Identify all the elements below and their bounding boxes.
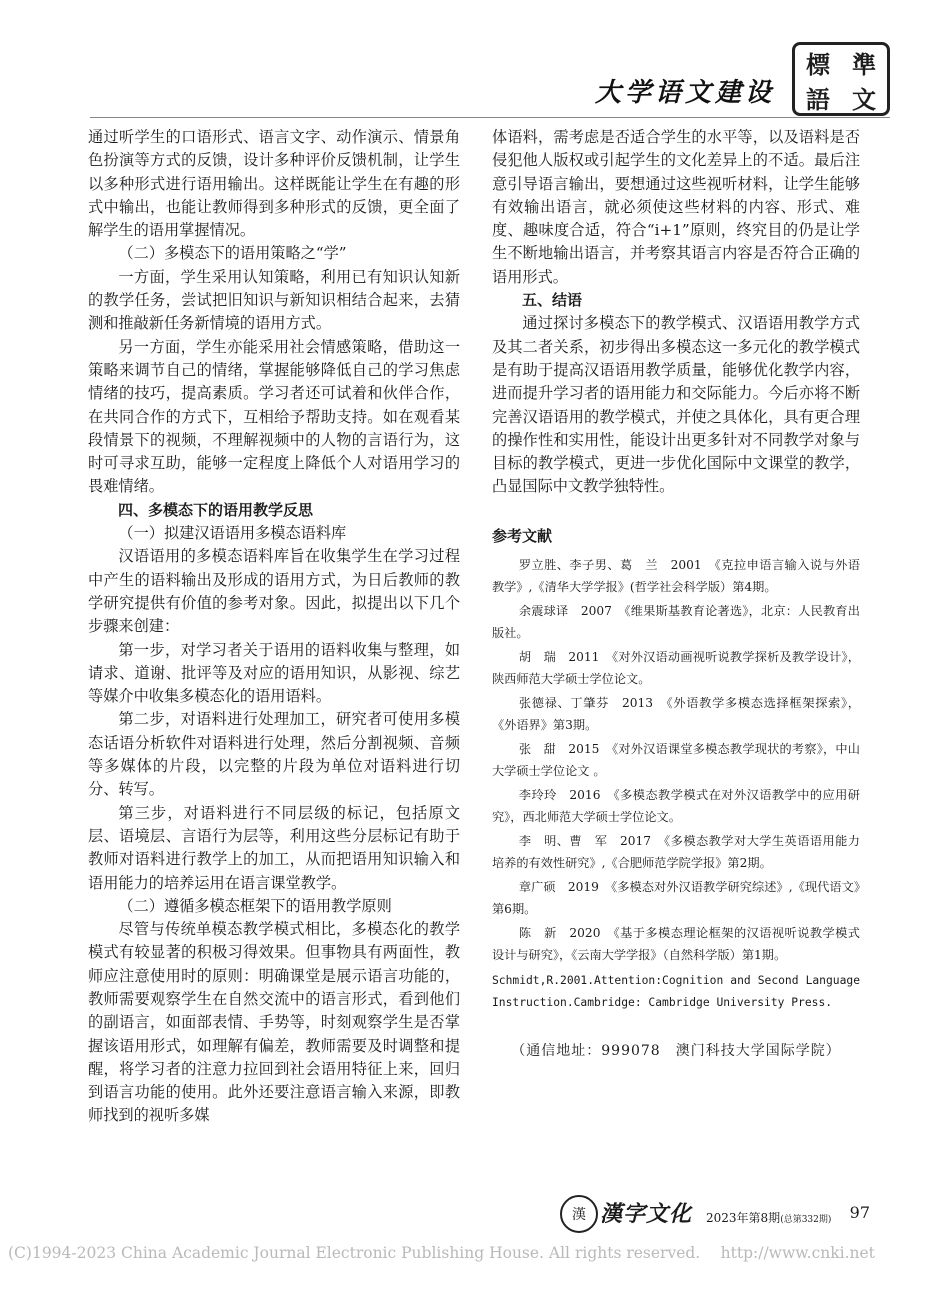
footer-journal-name: 漢字文化	[600, 1201, 693, 1227]
journal-seal-logo	[792, 42, 890, 116]
page-header	[90, 0, 890, 125]
reference-item	[492, 554, 860, 598]
reference-lead: 余震球译 2007 《维果斯基教育论著选》，北京：	[518, 604, 799, 619]
section-subheading: （一）拟建汉语语用多模态语料库	[118, 524, 347, 543]
reference-lead: 张 甜 2015 《对外汉语课堂多模态教学现状的考	[518, 742, 805, 757]
references-title: 参考文献	[492, 526, 553, 545]
reference-lead: 李 明、曹 军 2017 《多模态教学对大学生英语	[518, 834, 810, 849]
seal-char: 語	[806, 85, 830, 114]
section-heading: 五、结语	[522, 291, 583, 310]
reference-item	[492, 600, 860, 644]
reference-item	[492, 830, 860, 874]
reference-rest: 语用能力培养的有效性研究》,《合肥师范学院学报》第2期。	[492, 834, 860, 871]
reference-rest: 教学模式设计与研究》，《云南大学学报》（自然科学版）第1期。	[492, 926, 860, 963]
reference-rest: 探索》，《外语界》第3期。	[492, 696, 860, 733]
right-column	[492, 126, 860, 1063]
paragraph: 另一方面，学生亦能采用社会情感策略，借助这一策略来调节自己的情绪，掌握能够降低自己的学习焦虑情绪的技巧，提高素质。学习者还可试着和伙伴合作，在共同合作的方式下，互相给予帮助支持。如在观看某段情景下的视频，不理解视频中的人物的言语行为，这时可寻求互助，能够一定程度上降低个人对语用学习的畏难情绪。	[88, 337, 460, 496]
reference-rest: 人民教育出版社。	[492, 604, 860, 641]
reference-lead: 李玲玲 2016 《多模态教学模式在对外汉语教学中	[518, 788, 810, 803]
paragraph: 第一步，对学习者关于语用的语料收集与整理，如请求、道谢、批评等及对应的语用知识，从影视、综艺等媒介中收集多模态化的语用语料。	[88, 640, 460, 706]
reference-item	[492, 692, 860, 736]
reference-rest: 察》，中山大学硕士学位论文 。	[492, 742, 860, 779]
reference-lead: 胡 瑞 2011 《对外汉语动画视听说教学探析及教	[518, 650, 805, 665]
reference-item	[492, 646, 860, 690]
correspondence-address: （通信地址：999078 澳门科技大学国际学院）	[511, 1043, 841, 1060]
page-footer	[560, 1195, 870, 1231]
paragraph: 通过听学生的口语形式、语言文字、动作演示、情景角色扮演等方式的反馈，设计多种评价反馈机制，让学生以多种形式进行语用输出。这样既能让学生在有趣的形式中输出，也能让教师得到多种形式的反馈，更全面了解学生的语用掌握情况。	[88, 128, 460, 240]
seal-char: 標	[806, 50, 830, 79]
reference-lead: 章广硕 2019 《多模态对外汉语教学研究综述》,《现	[518, 880, 818, 895]
reference-lead: 张德禄、丁肇芬 2013 《外语教学多模态选择框架	[518, 696, 816, 711]
section-subheading: （二）多模态下的语用策略之“学”	[118, 244, 347, 263]
reference-item	[492, 738, 860, 782]
issue-total: (总第332期)	[780, 1215, 832, 1225]
paragraph: 尽管与传统单模态教学模式相比，多模态化的教学模式有较显著的积极习得效果。但事物具有两面性，教师应注意使用时的原则：明确课堂是展示语言功能的，教师需要观察学生在自然交流中的语言形式，看到他们的副语言，如面部表情、手势等，时刻观察学生是否掌握该语用形式，如理解有偏差，教师需要及时调整和提醒，将学习者的注意力拉回到社会语用特征上来，回归到语言功能的使用。此外还要注意语言输入来源，即教师找到的视听多媒	[88, 920, 460, 1125]
reference-lead: 罗立胜、李子男、葛 兰 2001 《克拉申语言输入	[518, 558, 810, 573]
paragraph: 第三步，对语料进行不同层级的标记，包括原文层、语境层、言语行为层等，利用这些分层标记有助于教师对语料进行教学上的加工，从而把语用知识输入和语用能力的培养运用在语言课堂教学。	[88, 803, 460, 892]
paragraph: 第二步，对语料进行处理加工，研究者可使用多模态话语分析软件对语料进行处理，然后分割视频、音频等多媒体的片段，以完整的片段为单位对语料进行切分、转写。	[88, 710, 460, 799]
reference-item	[492, 876, 860, 920]
left-column	[88, 126, 460, 1128]
issue-number: 2023年第8期	[706, 1211, 781, 1225]
seal-char: 文	[852, 85, 876, 114]
copyright-watermark: (C)1994-2023 China Academic Journal Electronic Publishing House. All rights reserved. http://www.cnki.net	[8, 1244, 875, 1262]
paragraph: 通过探讨多模态下的教学模式、汉语语用教学方式及其二者关系，初步得出多模态这一多元化的教学模式是有助于提高汉语语用教学质量，能够优化教学内容，进而提升学习者的语用能力和交际能力。今后亦将不断完善汉语语用的教学模式，并使之具体化，具有更合理的操作性和实用性，能设计出更多针对不同教学对象与目标的教学模式，更进一步优化国际中文课堂的教学，凸显国际中文教学独特性。	[492, 314, 860, 496]
reference-rest: 说与外语教学》,《清华大学学报》(哲学社会科学版）第4期。	[492, 558, 860, 595]
section-heading: 四、多模态下的语用教学反思	[118, 500, 314, 519]
paragraph: 体语料，需考虑是否适合学生的水平等，以及语料是否侵犯他人版权或引起学生的文化差异上的不适。最后注意引导语言输出，要想通过这些视听材料，让学生能够有效输出语言，就必须使这些材料的内容、形式、难度、趣味度合适，符合“i+1”原则，终究目的仍是让学生不断地输出语言，并考察其语言内容是否符合正确的语用形式。	[492, 128, 860, 286]
reference-item	[492, 784, 860, 828]
section-subheading: （二）遵循多模态框架下的语用教学原则	[118, 896, 392, 915]
journal-emblem-icon: 漢	[560, 1195, 598, 1233]
paragraph: 汉语语用的多模态语料库旨在收集学生在学习过程中产生的语料输出及形成的语用方式，为日后教师的教学研究提供有价值的参考对象。因此，拟提出以下几个步骤来创建：	[88, 547, 460, 636]
reference-rest: 学设计》，陕西师范大学硕士学位论文。	[492, 650, 860, 687]
seal-char: 準	[852, 50, 876, 79]
journal-title: 大学语文建设	[594, 78, 775, 108]
header-divider	[90, 117, 890, 118]
issue-info	[706, 1209, 831, 1226]
reference-item	[492, 922, 860, 966]
page-number: 97	[849, 1203, 870, 1222]
reference-rest: 的应用研究》，西北师范大学硕士学位论文。	[492, 788, 860, 825]
reference-item-english: Schmidt,R.2001.Attention:Cognition and Second Language Instruction.Cambridge: Cambridge University Press.	[492, 974, 860, 1010]
paragraph: 一方面，学生采用认知策略，利用已有知识认知新的教学任务，尝试把旧知识与新知识相结合起来，去猜测和推敲新任务新情境的语用方式。	[88, 267, 460, 333]
reference-rest: 代语文》第6期。	[492, 880, 860, 917]
reference-lead: 陈 新 2020 《基于多模态理论框架的汉语视听说	[518, 926, 810, 941]
reference-list	[492, 554, 860, 1014]
